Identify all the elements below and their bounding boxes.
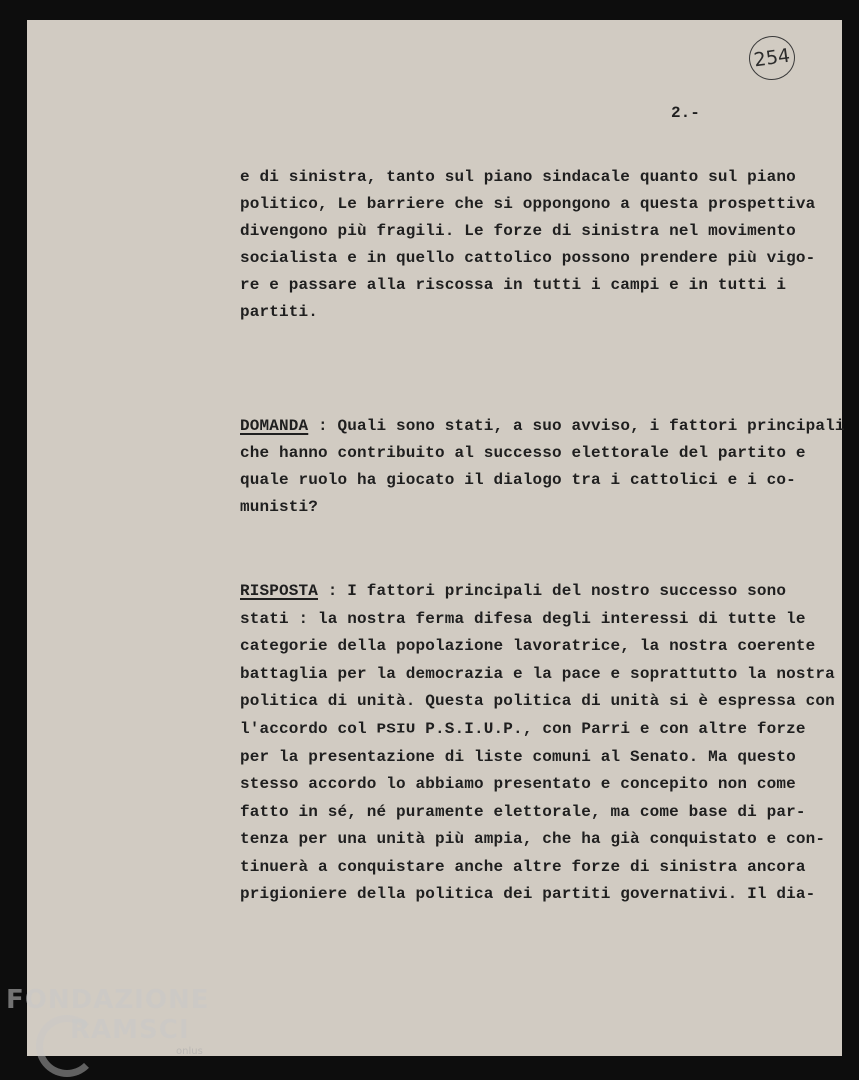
question-text: : Quali sono stati, a suo avviso, i fattori principali <box>308 417 845 435</box>
watermark-line-2: RAMSCI <box>70 1015 190 1045</box>
text-line: tinuerà a conquistare anche altre forze di sinistra ancora <box>240 858 806 876</box>
text-line: che hanno contribuito al successo elettorale del partito e <box>240 444 806 462</box>
struck-text-line <box>240 720 806 738</box>
answer-text: : I fattori principali del nostro successo sono <box>318 582 787 600</box>
text-segment: P.S.I.U.P., con Parri e con altre forze <box>415 720 806 738</box>
fondazione-gramsci-watermark <box>4 985 224 1080</box>
text-line: re e passare alla riscossa in tutti i campi e in tutti i <box>240 276 787 294</box>
overstruck-word: PSIU <box>376 721 416 737</box>
text-line: stati : la nostra ferma difesa degli interessi di tutte le <box>240 610 806 628</box>
text-line: fatto in sé, né puramente elettorale, ma come base di par- <box>240 803 806 821</box>
text-line: tenza per una unità più ampia, che ha già conquistato e con- <box>240 830 826 848</box>
text-line: munisti? <box>240 498 319 516</box>
text-segment: l'accordo col <box>240 720 377 738</box>
archive-page-stamp: 254 <box>746 33 798 83</box>
watermark-line-1: FONDAZIONE <box>6 985 210 1015</box>
page-number: 2.- <box>671 104 700 122</box>
text-line: socialista e in quello cattolico possono prendere più vigo- <box>240 249 816 267</box>
question-first-line <box>240 417 845 435</box>
text-line: politica di unità. Questa politica di unità si è espressa con <box>240 692 835 710</box>
watermark-line-3: onlus <box>176 1046 203 1057</box>
text-line: politico, Le barriere che si oppongono a questa prospettiva <box>240 195 816 213</box>
text-line: battaglia per la democrazia e la pace e soprattutto la nostra <box>240 665 835 683</box>
text-line: e di sinistra, tanto sul piano sindacale quanto sul piano <box>240 168 796 186</box>
text-line: quale ruolo ha giocato il dialogo tra i cattolici e i co- <box>240 471 796 489</box>
text-line: per la presentazione di liste comuni al Senato. Ma questo <box>240 748 796 766</box>
text-line: prigioniere della politica dei partiti governativi. Il dia- <box>240 885 816 903</box>
answer-label: RISPOSTA <box>240 582 319 600</box>
question-label: DOMANDA <box>240 417 309 435</box>
answer-first-line <box>240 582 786 600</box>
text-line: divengono più fragili. Le forze di sinistra nel movimento <box>240 222 796 240</box>
text-line: partiti. <box>240 303 319 321</box>
text-line: categorie della popolazione lavoratrice, la nostra coerente <box>240 637 816 655</box>
text-line: stesso accordo lo abbiamo presentato e concepito non come <box>240 775 796 793</box>
